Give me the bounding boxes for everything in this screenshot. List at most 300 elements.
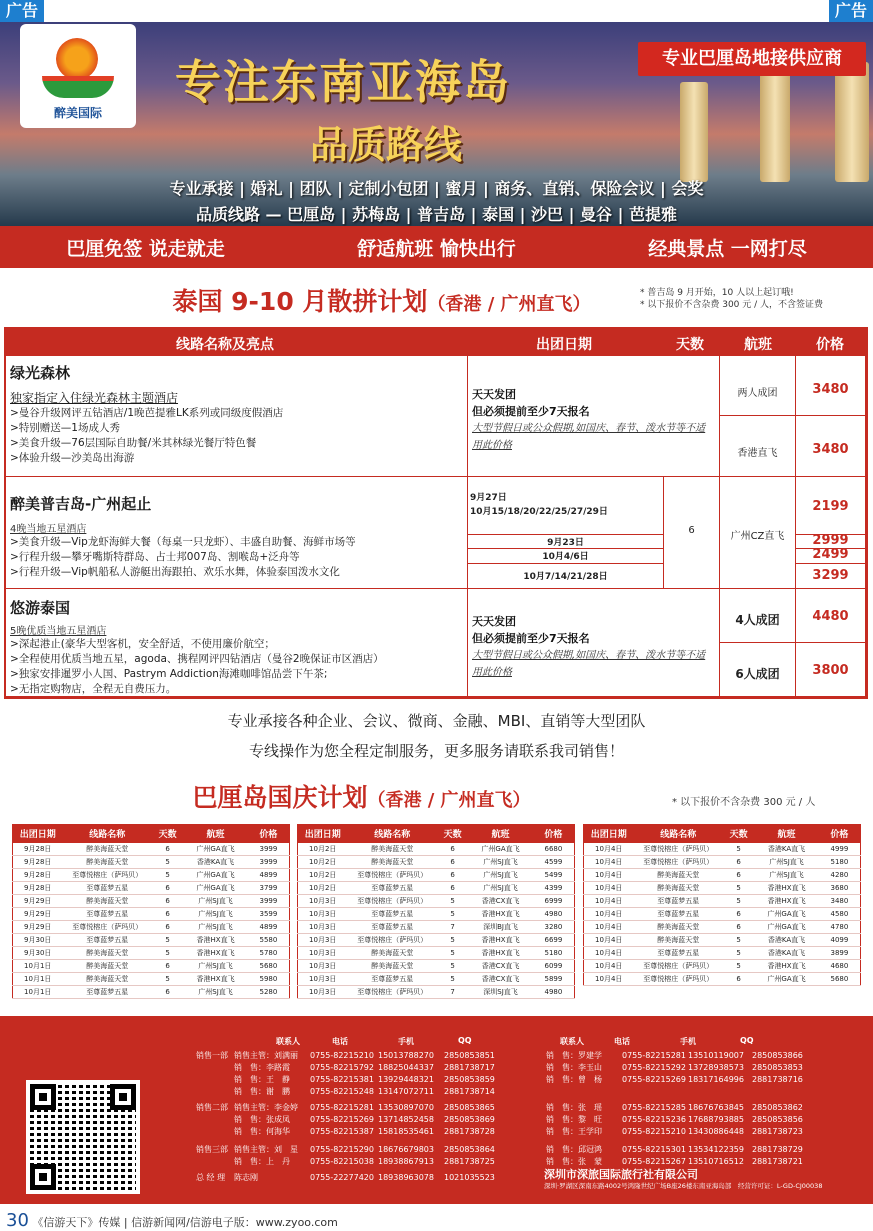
table-cell: 广州SJ直飞 [183,908,248,921]
table-row [298,843,575,856]
contact-cell: 18825044337 [378,1063,434,1072]
table-cell: 醉美海蓝天堂 [633,869,723,882]
table-cell: 4580 [819,908,861,921]
contact-cell: 13510716512 [688,1157,744,1166]
table-row [13,973,290,986]
contact-footer [0,1016,873,1204]
bali-header-cell: 线路名称 [347,825,437,843]
contact-cell: 18676763845 [688,1103,744,1112]
contact-cell: 2850853853 [752,1063,803,1072]
table-cell: 6 [152,960,183,973]
contact-cell: 2881738728 [444,1127,495,1136]
ad-label-left: 广告 [0,0,44,22]
table-row [13,960,290,973]
table-cell: 香港KA直飞 [754,934,819,947]
company-logo [20,24,136,128]
route2-price-a: 2199 [812,499,849,514]
contact-cell: 0755-82215210 [622,1127,686,1136]
bali-header-cell: 天数 [723,825,754,843]
contact-cell: 13147072711 [378,1087,434,1096]
table-cell: 广州SJ直飞 [754,869,819,882]
table-cell: 10月2日 [298,843,348,856]
table-cell: 香港CX直飞 [468,895,533,908]
contact-cell: 0755-82215281 [622,1051,686,1060]
table-cell: 5 [723,934,754,947]
supplier-badge: 专业巴厘岛地接供应商 [638,42,866,76]
contact-cell: 销售主管：刘满丽 [234,1051,298,1060]
table-cell: 至尊蓝梦五星 [347,882,437,895]
contact-cell: 销 售：曾 杨 [546,1075,602,1084]
table-cell: 6 [152,882,183,895]
contact-cell: 1021035523 [444,1173,495,1182]
table-row [13,843,290,856]
contact-cell: 销售三部 [196,1145,228,1154]
contact-cell: 2881738717 [444,1063,495,1072]
table-row [584,973,861,986]
bali-header-cell: 航班 [754,825,819,843]
contact-cell: 0755-82215269 [310,1115,374,1124]
table-row [13,934,290,947]
table-cell: 5 [723,843,754,856]
route3-flight-b: 6人成团 [735,667,780,681]
table-cell: 至尊悦榕庄（萨玛贝） [633,856,723,869]
page-number: 30 [6,1210,29,1231]
table-row [584,895,861,908]
table-cell: 香港HX直飞 [183,947,248,960]
contact-cell: 15013788270 [378,1051,434,1060]
contact-cell: 2850853851 [444,1051,495,1060]
table-cell: 广州GA直飞 [754,908,819,921]
table-cell: 4980 [533,908,575,921]
route2-price-c: 2499 [812,547,849,562]
table-cell: 4899 [248,921,290,934]
table-cell: 9月30日 [13,934,63,947]
table-cell: 广州SJ直飞 [468,869,533,882]
table-cell: 香港CX直飞 [468,973,533,986]
contact-cell: 2850853862 [752,1103,803,1112]
table-cell: 6 [152,908,183,921]
route-leisure-thailand: 悠游泰国 5晚优质当地五星酒店 >深起港止(豪华大型客机，安全舒适，不使用廉价航空； >全程使用优质当地五星，agoda、携程网评四钻酒店（曼谷2晚保证市区酒店） >独家安排暹罗小人国、Pastrym Addiction海滩咖啡馆品尝下午茶; >无指定购物店，全程无自费压力。 [6,589,468,697]
contact-cell: 2850853866 [752,1051,803,1060]
contact-header: QQ [458,1036,472,1045]
contact-cell: 0755-82215248 [310,1087,374,1096]
table-cell: 至尊悦榕庄（萨玛贝） [633,843,723,856]
table-cell: 醉美海蓝天堂 [633,882,723,895]
contact-cell: 2881738725 [444,1157,495,1166]
table-cell: 醉美海蓝天堂 [347,947,437,960]
table-row [13,869,290,882]
table-cell: 10月3日 [298,934,348,947]
route3-dates: 天天发团 但必须提前至少7天报名 大型节假日或公众假期,如国庆、春节、泼水节等不适用此价格 [468,589,720,697]
table-cell: 香港KA直飞 [183,856,248,869]
table-cell: 5 [723,960,754,973]
contact-cell: 2881738721 [752,1157,803,1166]
contact-cell: 13929448321 [378,1075,434,1084]
table-cell: 5180 [533,947,575,960]
table-cell: 10月3日 [298,921,348,934]
bali-plan-note: * 以下报价不含杂费 300 元 / 人 [672,797,816,808]
table-cell: 醉美海蓝天堂 [347,843,437,856]
table-cell: 5 [723,947,754,960]
table-cell: 6 [152,921,183,934]
table-cell: 10月2日 [298,882,348,895]
table-cell: 5 [152,934,183,947]
table-row [584,934,861,947]
table-row [584,856,861,869]
table-cell: 香港KA直飞 [754,843,819,856]
route2-date-c: 10月4/6日 [468,549,664,564]
contact-cell: 13530897070 [378,1103,434,1112]
contact-cell: 13430886448 [688,1127,744,1136]
table-cell: 7 [437,986,468,999]
table-cell: 5 [437,908,468,921]
contact-cell: 0755-82215281 [310,1103,374,1112]
table-cell: 3799 [248,882,290,895]
table-cell: 5 [723,895,754,908]
table-cell: 5 [152,869,183,882]
bali-header-cell: 价格 [248,825,290,843]
route1-price-b: 3480 [812,442,849,457]
table-cell: 10月3日 [298,960,348,973]
table-cell: 至尊悦榕庄（萨玛贝） [347,986,437,999]
table-cell: 3480 [819,895,861,908]
table-row [298,947,575,960]
contact-cell: 2850853856 [752,1115,803,1124]
table-cell: 香港CX直飞 [468,960,533,973]
banner-title: 专注东南亚海岛 [175,55,511,109]
logo-name: 醉美国际 [53,106,102,120]
contact-cell: 销 售：黎 旺 [546,1115,602,1124]
table-cell: 醉美海蓝天堂 [62,973,152,986]
contact-cell: 销 售：王 静 [234,1075,290,1084]
table-cell: 至尊悦榕庄（萨玛贝） [62,921,152,934]
table-cell: 广州SJ直飞 [183,986,248,999]
table-cell: 6 [723,908,754,921]
table-cell: 广州SJ直飞 [468,882,533,895]
table-cell: 10月3日 [298,895,348,908]
table-row [13,908,290,921]
contact-cell: 0755-82215387 [310,1127,374,1136]
table-cell: 9月30日 [13,947,63,960]
contact-header: 手机 [680,1037,696,1046]
contact-header: 电话 [614,1037,630,1046]
table-cell: 10月4日 [584,921,634,934]
bali-header-cell: 天数 [437,825,468,843]
table-row [13,986,290,999]
contact-cell: 2881738729 [752,1145,803,1154]
table-cell: 9月29日 [13,921,63,934]
table-row [13,856,290,869]
contact-header: 联系人 [276,1037,300,1046]
banner-subtitle: 品质路线 [310,123,463,167]
hero-banner [0,22,873,226]
contact-cell: 销 售：张成凤 [234,1115,290,1124]
table-cell: 醉美海蓝天堂 [62,843,152,856]
contact-cell: 2881738714 [444,1087,495,1096]
table-cell: 4099 [819,934,861,947]
table-cell: 10月3日 [298,947,348,960]
table-cell: 6 [723,869,754,882]
slogan-flight: 舒适航班 愉快出行 [357,237,516,260]
table-cell: 3899 [819,947,861,960]
contact-cell: 销售二部 [196,1103,228,1112]
table-cell: 至尊蓝梦五星 [633,947,723,960]
bali-header-cell: 出团日期 [584,825,634,843]
table-cell: 10月1日 [13,960,63,973]
table-cell: 深圳SJ直飞 [468,986,533,999]
table-cell: 6 [723,856,754,869]
route2-flight: 广州CZ直飞 [730,531,785,542]
services-line: 专业承接 | 婚礼 | 团队 | 定制小包团 | 蜜月 | 商务、直销、保险会议 | 会奖 [169,179,704,198]
table-row [298,921,575,934]
table-cell: 6 [437,869,468,882]
table-cell: 3680 [819,882,861,895]
route2-dates-a: 9月27日 10月15/18/20/22/25/27/29日 [468,477,664,535]
bali-table-1 [12,824,290,999]
table-cell: 5580 [248,934,290,947]
table-cell: 香港HX直飞 [468,908,533,921]
table-cell: 10月2日 [298,869,348,882]
bali-table-3 [583,824,861,986]
table-cell: 5 [152,947,183,960]
contact-cell: 销 售：李玉山 [546,1063,602,1072]
table-cell: 醉美海蓝天堂 [62,960,152,973]
thai-table-header: 线路名称及亮点 出团日期 天数 航班 价格 [6,329,866,356]
route1-dates: 天天发团 但必须提前至少7天报名 大型节假日或公众假期,如国庆、春节、泼水节等不适用此价格 [468,356,720,477]
route1-price-a: 3480 [812,382,849,397]
table-row [298,973,575,986]
contact-cell: 0755-82215381 [310,1075,374,1084]
table-cell: 6 [723,921,754,934]
table-cell: 6 [437,843,468,856]
contact-cell: 15818535461 [378,1127,434,1136]
bali-header-cell: 天数 [152,825,183,843]
table-row [298,960,575,973]
table-cell: 至尊悦榕庄（萨玛贝） [62,869,152,882]
contact-cell: 18938963078 [378,1173,434,1182]
table-cell: 广州SJ直飞 [183,960,248,973]
contact-cell: 0755-82215301 [622,1145,686,1154]
contact-cell: 13728938573 [688,1063,744,1072]
table-cell: 3280 [533,921,575,934]
table-cell: 6680 [533,843,575,856]
slogan-visa: 巴厘免签 说走就走 [66,237,225,260]
table-cell: 至尊蓝梦五星 [62,986,152,999]
table-cell: 4980 [533,986,575,999]
table-cell: 10月1日 [13,973,63,986]
bali-header-cell: 出团日期 [13,825,63,843]
table-cell: 至尊悦榕庄（萨玛贝） [633,973,723,986]
table-cell: 至尊悦榕庄（萨玛贝） [347,934,437,947]
table-cell: 3999 [248,895,290,908]
contact-cell: 2850853864 [444,1145,495,1154]
table-cell: 至尊蓝梦五星 [347,973,437,986]
table-cell: 香港HX直飞 [754,895,819,908]
table-cell: 9月28日 [13,869,63,882]
table-cell: 香港HX直飞 [754,960,819,973]
table-cell: 10月3日 [298,908,348,921]
table-cell: 5499 [533,869,575,882]
contact-cell: 2881738716 [752,1075,803,1084]
table-cell: 广州GA直飞 [754,921,819,934]
route2-days: 6 [664,477,720,589]
table-row [584,960,861,973]
contact-cell: 销 售：谢 鹏 [234,1087,290,1096]
contact-cell: 0755-82215210 [310,1051,374,1060]
thai-plan-notes: * 普吉岛 9 月开始，10 人以上起订哦! * 以下报价不含杂费 300 元 / 人，不含签证费 [640,288,824,310]
table-row [584,908,861,921]
table-row [13,921,290,934]
contact-cell: 0755-82215792 [310,1063,374,1072]
contact-cell: 销 售：邱冠鸿 [546,1145,602,1154]
table-cell: 10月4日 [584,934,634,947]
bali-header-cell: 线路名称 [62,825,152,843]
contact-cell: 销 售：罗建学 [546,1051,602,1060]
table-cell: 5680 [248,960,290,973]
contact-cell: 销 售：上 丹 [234,1157,290,1166]
contact-cell: 陈志刚 [234,1173,258,1182]
contact-cell: 0755-22277420 [310,1173,374,1182]
table-cell: 6 [437,856,468,869]
table-row [298,934,575,947]
table-cell: 5 [437,895,468,908]
table-cell: 醉美海蓝天堂 [347,856,437,869]
ad-label-right: 广告 [829,0,873,22]
route3-price-b: 3800 [812,663,849,678]
contact-cell: 18938867913 [378,1157,434,1166]
table-cell: 醉美海蓝天堂 [62,856,152,869]
table-row [584,947,861,960]
contact-cell: 销售主管：李金婷 [234,1103,298,1112]
route-green-forest: 绿光森林 独家指定入住绿光森林主题酒店 >曼谷升级网评五钻酒店/1晚芭提雅LK系列或同级度假酒店 >特别赠送—1场成人秀 >美食升级—76层国际自助餐/米其林绿光餐厅特色餐 >体验升级—沙美岛出海游 [6,356,468,477]
table-cell: 广州SJ直飞 [468,856,533,869]
table-row [584,869,861,882]
table-row [584,921,861,934]
table-cell: 香港HX直飞 [183,934,248,947]
table-cell: 广州SJ直飞 [754,856,819,869]
contact-cell: 0755-82215269 [622,1075,686,1084]
route2-date-b: 9月23日 [468,535,664,549]
table-row [584,882,861,895]
table-cell: 醉美海蓝天堂 [633,921,723,934]
table-cell: 9月29日 [13,908,63,921]
route3-flight-a: 4人成团 [735,613,780,627]
contact-cell: 2850853865 [444,1103,495,1112]
table-cell: 至尊悦榕庄（萨玛贝） [347,869,437,882]
table-row [298,882,575,895]
company-name: 深圳市深旅国际旅行社有限公司 [544,1168,698,1181]
table-cell: 3599 [248,908,290,921]
table-cell: 5 [723,882,754,895]
table-cell: 9月28日 [13,856,63,869]
table-cell: 广州GA直飞 [468,843,533,856]
table-cell: 4899 [248,869,290,882]
route1-flight-a: 两人成团 [737,388,778,399]
table-cell: 至尊蓝梦五星 [347,921,437,934]
table-cell: 6 [152,986,183,999]
contact-cell: 0755-82215292 [622,1063,686,1072]
table-cell: 10月3日 [298,973,348,986]
table-cell: 10月3日 [298,986,348,999]
qr-code[interactable] [26,1080,140,1194]
contact-header: 电话 [332,1037,348,1046]
table-cell: 5980 [248,973,290,986]
table-cell: 至尊蓝梦五星 [62,882,152,895]
contact-cell: 0755-82215285 [622,1103,686,1112]
table-cell: 6 [723,973,754,986]
company-address: 深圳·罗湖区深南东路4002号鸿隆世纪广场B座26楼东南亚海岛部 经营许可证：L-GD-CJ00038 [544,1182,823,1190]
table-cell: 4999 [819,843,861,856]
contact-cell: 销 售：王学印 [546,1127,602,1136]
contact-cell: 18676679803 [378,1145,434,1154]
contact-cell: 2881738723 [752,1127,803,1136]
contact-cell: 销 售：张 蒙 [546,1157,602,1166]
table-cell: 6699 [533,934,575,947]
route2-price-d: 3299 [812,568,849,583]
contact-cell: 销 售：李路霞 [234,1063,290,1072]
contact-cell: 0755-82215038 [310,1157,374,1166]
table-cell: 广州SJ直飞 [183,895,248,908]
table-cell: 9月29日 [13,895,63,908]
table-cell: 广州GA直飞 [183,869,248,882]
route2-price-b: 2999 [812,533,849,548]
contact-cell: 2850853859 [444,1075,495,1084]
table-cell: 5 [152,856,183,869]
table-row [13,882,290,895]
table-cell: 7 [437,921,468,934]
table-cell: 5 [437,934,468,947]
table-cell: 广州GA直飞 [754,973,819,986]
table-cell: 广州SJ直飞 [183,921,248,934]
table-cell: 10月4日 [584,947,634,960]
table-cell: 3999 [248,856,290,869]
contact-cell: 13510119007 [688,1051,744,1060]
contact-cell: 销 售：何海华 [234,1127,290,1136]
table-cell: 10月2日 [298,856,348,869]
table-cell: 醉美海蓝天堂 [62,895,152,908]
contact-cell: 销售一部 [196,1051,228,1060]
table-cell: 香港KA直飞 [754,947,819,960]
bali-header-cell: 价格 [533,825,575,843]
table-row [298,895,575,908]
bali-plan-title: 巴厘岛国庆计划（香港 / 广州直飞） [192,783,531,812]
table-cell: 至尊蓝梦五星 [62,908,152,921]
table-cell: 至尊蓝梦五星 [347,908,437,921]
slogan-bar [0,226,873,268]
table-cell: 10月4日 [584,895,634,908]
table-cell: 5 [437,973,468,986]
bali-table-2 [297,824,575,999]
contact-cell: 0755-82215290 [310,1145,374,1154]
table-cell: 至尊蓝梦五星 [62,934,152,947]
table-row [298,869,575,882]
table-cell: 5780 [248,947,290,960]
table-cell: 5180 [819,856,861,869]
table-cell: 5899 [533,973,575,986]
table-cell: 6999 [533,895,575,908]
table-cell: 10月4日 [584,908,634,921]
table-cell: 10月4日 [584,973,634,986]
table-cell: 醉美海蓝天堂 [347,960,437,973]
table-cell: 香港HX直飞 [468,934,533,947]
contact-header: QQ [740,1036,754,1045]
contact-cell: 13534122359 [688,1145,744,1154]
contact-cell: 17688793885 [688,1115,744,1124]
page-footer [6,1210,338,1231]
contact-cell: 13714852458 [378,1115,434,1124]
table-cell: 6 [152,895,183,908]
bali-header-cell: 航班 [468,825,533,843]
